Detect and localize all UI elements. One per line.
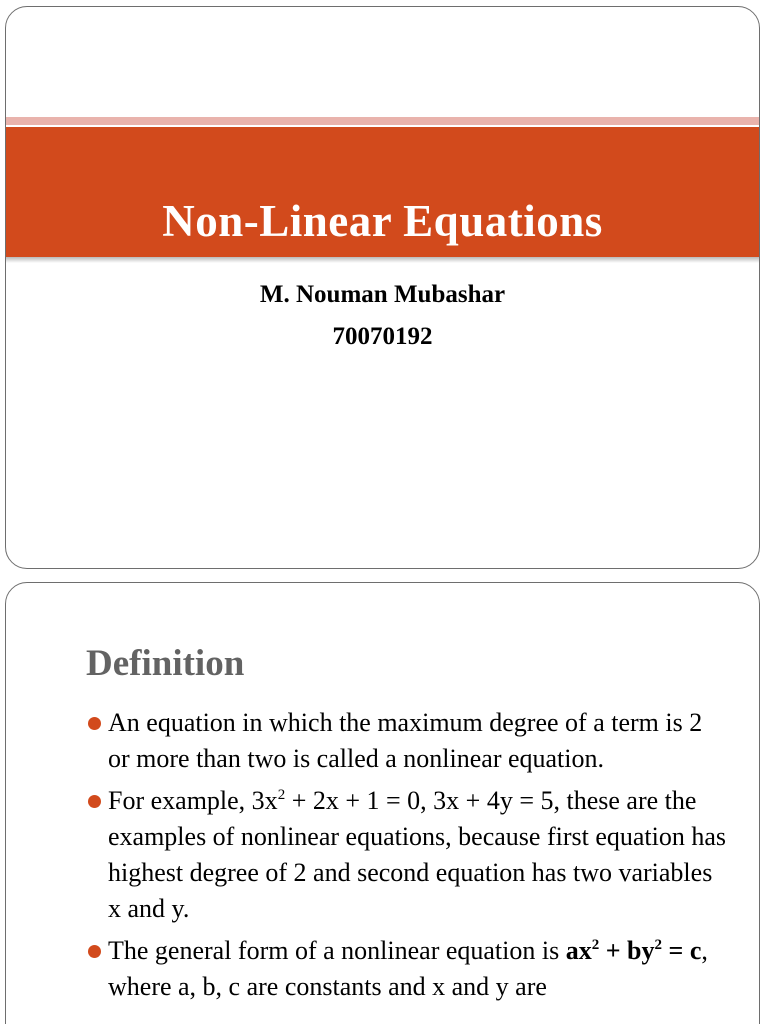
- equation-rhs: = c: [662, 936, 702, 965]
- band-shadow: [6, 257, 759, 263]
- exponent: 2: [591, 937, 600, 953]
- bullet-text-start: The general form of a nonlinear equation is: [108, 936, 566, 965]
- bullet-dot-icon: [88, 945, 101, 958]
- equation-plus: +: [599, 936, 621, 965]
- equation-term-b: by: [620, 936, 655, 965]
- bullet-text: An equation in which the maximum degree of a term is 2 or more than two is called a nonlinear equation.: [108, 708, 703, 773]
- slide-title: Non-Linear Equations: [162, 196, 603, 246]
- bullet-item: [88, 783, 728, 927]
- bullet-item: [88, 933, 728, 1005]
- author-name: M. Nouman Mubashar: [259, 281, 506, 308]
- definition-slide: [5, 582, 760, 1024]
- bullet-text-start: For example, 3x: [108, 786, 278, 815]
- student-id: 70070192: [332, 323, 433, 350]
- exponent: 2: [277, 787, 286, 803]
- exponent: 2: [654, 937, 663, 953]
- bullet-item: [88, 705, 728, 777]
- accent-stripe: [6, 117, 759, 125]
- bullet-dot-icon: [88, 795, 101, 808]
- bullet-list: [88, 705, 728, 1011]
- bullet-text-end: , where a, b, c are constants and x and y are: [108, 936, 708, 1001]
- bullet-dot-icon: [88, 717, 101, 730]
- bullet-text-end: + 2x + 1 = 0, 3x + 4y = 5, these are the examples of nonlinear equations, because first equation has highest degree of 2 and second equation has two variables x and y.: [108, 786, 727, 923]
- title-slide: [5, 6, 760, 569]
- equation-term-a: ax: [565, 936, 592, 965]
- slide-heading: Definition: [86, 643, 245, 684]
